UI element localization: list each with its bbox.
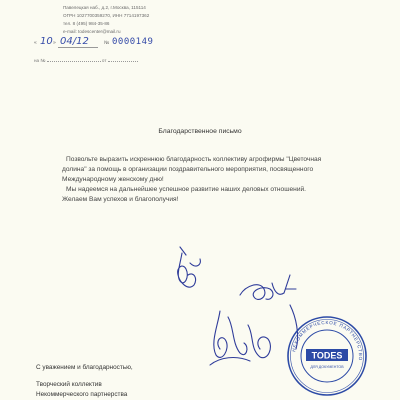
body-line: Желаем Вам успехов и благополучия! [62, 196, 179, 203]
number-label: № [104, 40, 110, 46]
letter-page: Павелецкая наб., д.2, г.Москва, 115114 ОГРН 1027700359270, ИНН 7714197362 тел. 8 (495) 984-35-86 e-mail: todescenter@mail.ru « 10 » 04/12 № 0000149 на № от Благодарственное письмо Позвольте выразить искреннюю благодарность коллективу агрофирмы "Цветочная долина" за помощь в организации поздравительного мероприятия, посвященного Международному женскому дню! Мы надеемся на дальнейшее успешное развитие наших деловых отношений. Желаем Вам успехов и благополучия! НЕКОММЕРЧЕСКОЕ ПАРТНЕРСТВО TODES ДЛЯ ДОКУМЕНТОВ С уважением и благодарностью, Творческий коллектив Некоммерческого партнерства [0, 0, 400, 400]
body-line: Позвольте выразить искреннюю благодарность коллективу агрофирмы "Цветочная [66, 156, 322, 163]
reference-row [34, 58, 138, 63]
todes-stamp [286, 315, 368, 397]
outgoing-number: 0000149 [112, 37, 154, 47]
letterhead [63, 4, 149, 36]
date-underline [58, 47, 98, 48]
letterhead-address: Павелецкая наб., д.2, г.Москва, 115114 [63, 5, 146, 10]
closing-org: Некоммерческого партнерства [36, 391, 128, 398]
reference-from: от [101, 58, 107, 63]
body-line: долина" за помощь в организации поздравительного мероприятия, посвященного [62, 166, 314, 173]
body-line: Мы надеемся на дальнейшее успешное развитие наших деловых отношений. [66, 186, 307, 193]
reference-prefix: на № [34, 58, 46, 63]
outgoing-month-year: 04/12 [60, 36, 89, 47]
stamp-ring-text: НЕКОММЕРЧЕСКОЕ ПАРТНЕРСТВО [291, 319, 364, 362]
stamp-caption: ДЛЯ ДОКУМЕНТОВ [310, 365, 344, 369]
stamp-center-text: TODES [311, 350, 343, 361]
letterhead-email: e-mail: todescenter@mail.ru [63, 29, 121, 34]
letter-title: Благодарственное письмо [158, 128, 242, 135]
closing-team: Творческий коллектив [36, 381, 102, 388]
outgoing-day: 10 [40, 36, 53, 47]
letterhead-ogrn: ОГРН 1027700359270, ИНН 7714197362 [63, 13, 150, 18]
closing-regards: С уважением и благодарностью, [36, 364, 133, 371]
body-line: Международному женскому дню! [62, 176, 164, 183]
letterhead-phone: тел. 8 (495) 984-35-86 [63, 21, 110, 26]
letter-body [62, 155, 362, 205]
